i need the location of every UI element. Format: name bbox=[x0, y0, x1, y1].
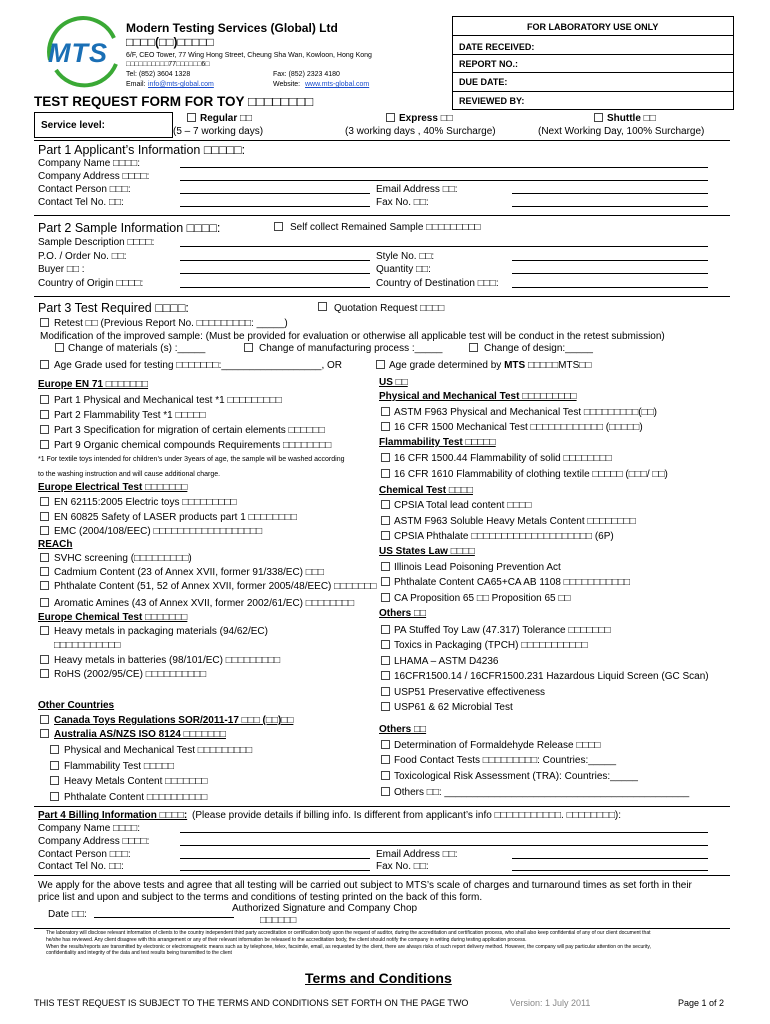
p2-style-field[interactable] bbox=[512, 260, 708, 261]
footer-page: Page 1 of 2 bbox=[678, 998, 725, 1008]
p1-fax-field[interactable] bbox=[512, 206, 708, 207]
p4-fax-field[interactable] bbox=[512, 870, 708, 871]
regular-label: Regular □□ bbox=[200, 113, 253, 124]
us-physical-heading: Physical and Mechanical Test □□□□□□□□□ bbox=[379, 391, 577, 402]
lab-use-box bbox=[452, 16, 734, 110]
prop65-label: CA Proposition 65 □□ Proposition 65 □□ bbox=[394, 593, 571, 604]
p2-country-origin-label: Country of Origin □□□□: bbox=[38, 278, 144, 289]
others-label: Others □□: ____________________________________________ bbox=[394, 787, 690, 798]
us-others-heading: Others □□ bbox=[379, 608, 427, 619]
formaldehyde-checkbox[interactable] bbox=[381, 740, 390, 749]
shuttle-desc: (Next Working Day, 100% Surcharge) bbox=[538, 126, 705, 137]
p1-fax-label: Fax No. □□: bbox=[376, 197, 429, 208]
quotation-checkbox[interactable] bbox=[318, 302, 327, 311]
company-address-cn: □□□□□□□□□□77□□□□□□6□ bbox=[126, 61, 210, 68]
modification-note: Modification of the improved sample: (Must be provided for evaluation or otherwise all applicable test will be conduct in the retest submission) bbox=[40, 331, 665, 342]
p4-contact-tel-label: Contact Tel No. □□: bbox=[38, 861, 124, 872]
p1-email-label: Email Address □□: bbox=[376, 184, 458, 195]
illinois-label: Illinois Lead Poisoning Prevention Act bbox=[394, 562, 561, 573]
cfr1500-mech-checkbox[interactable] bbox=[381, 422, 390, 431]
en60825-checkbox[interactable] bbox=[40, 512, 49, 521]
au-phthalate-label: Phthalate Content □□□□□□□□□□ bbox=[64, 792, 208, 803]
p4-email-label: Email Address □□: bbox=[376, 849, 458, 860]
p1-company-name-label: Company Name □□□□: bbox=[38, 158, 140, 169]
agreement-line2: price list and upon and subject to the terms and conditions of testing printed on the back of this form. bbox=[38, 892, 483, 903]
p4-contact-person-field[interactable] bbox=[180, 858, 370, 859]
cfr1610-label: 16 CFR 1610 Flammability of clothing textile □□□□□ (□□□/ □□) bbox=[394, 469, 668, 480]
cfr1610-checkbox[interactable] bbox=[381, 469, 390, 478]
food-contact-label: Food Contact Tests □□□□□□□□□: Countries:_____ bbox=[394, 755, 617, 766]
p1-email-field[interactable] bbox=[512, 193, 708, 194]
p2-po-field[interactable] bbox=[180, 260, 370, 261]
australia-label: Australia AS/NZS ISO 8124 □□□□□□□ bbox=[54, 729, 226, 740]
tpch-label: Toxics in Packaging (TPCH) □□□□□□□□□□□ bbox=[394, 640, 588, 651]
retest-checkbox[interactable] bbox=[40, 318, 49, 327]
lab-use-title: FOR LABORATORY USE ONLY bbox=[527, 22, 659, 32]
p4-fax-label: Fax No. □□: bbox=[376, 861, 429, 872]
company-tel: Tel: (852) 3604 1328 bbox=[126, 71, 191, 78]
emc-checkbox[interactable] bbox=[40, 526, 49, 535]
en71-part1-label: Part 1 Physical and Mechanical test *1 □□□□□□□□□ bbox=[54, 395, 282, 406]
en71-part9-label: Part 9 Organic chemical compounds Requirements □□□□□□□□ bbox=[54, 440, 332, 451]
usp61-checkbox[interactable] bbox=[381, 702, 390, 711]
au-physical-checkbox[interactable] bbox=[50, 745, 59, 754]
cfr1500-mech-label: 16 CFR 1500 Mechanical Test □□□□□□□□□□□□ (□□□□□) bbox=[394, 422, 643, 433]
p2-sample-desc-label: Sample Description □□□□: bbox=[38, 237, 155, 248]
p1-contact-person-field[interactable] bbox=[180, 193, 370, 194]
company-name-cn: □□□□(□□)□□□□□ bbox=[126, 35, 214, 49]
p2-po-label: P.O. / Order No. □□: bbox=[38, 251, 127, 262]
cadmium-checkbox[interactable] bbox=[40, 567, 49, 576]
change-materials-checkbox[interactable] bbox=[55, 343, 64, 352]
formaldehyde-label: Determination of Formaldehyde Release □□□□ bbox=[394, 740, 601, 751]
au-flammability-checkbox[interactable] bbox=[50, 761, 59, 770]
au-heavy-metals-checkbox[interactable] bbox=[50, 776, 59, 785]
change-materials-label: Change of materials (s) :_____ bbox=[68, 343, 206, 354]
agreement-line1: We apply for the above tests and agree that all testing will be carried out subject to MTS’s scale of charges and turnaround times as set forth in their bbox=[38, 880, 692, 891]
p1-company-name-field[interactable] bbox=[180, 167, 708, 168]
usp51-checkbox[interactable] bbox=[381, 687, 390, 696]
p2-style-label: Style No. □□: bbox=[376, 251, 435, 262]
p2-buyer-field[interactable] bbox=[180, 273, 370, 274]
other-countries-heading: Other Countries bbox=[38, 700, 115, 711]
logo-text: MTS bbox=[48, 38, 108, 68]
self-collect-label: Self collect Remained Sample □□□□□□□□□ bbox=[290, 222, 481, 233]
food-contact-checkbox[interactable] bbox=[381, 755, 390, 764]
p4-company-name-label: Company Name □□□□: bbox=[38, 823, 140, 834]
company-address: 6/F, CEO Tower, 77 Wing Hong Street, Cheung Sha Wan, Kowloon, Hong Kong bbox=[126, 52, 372, 59]
usp51-label: USP51 Preservative effectiveness bbox=[394, 687, 546, 698]
p1-contact-tel-label: Contact Tel No. □□: bbox=[38, 197, 124, 208]
astm-f963-metals-checkbox[interactable] bbox=[381, 516, 390, 525]
pa-stuffed-toy-label: PA Stuffed Toy Law (47.317) Tolerance □□□□□□□ bbox=[394, 625, 611, 636]
form-title: TEST REQUEST FORM FOR TOY □□□□□□□□ bbox=[34, 94, 314, 109]
p4-company-name-field[interactable] bbox=[180, 832, 708, 833]
cpsia-lead-checkbox[interactable] bbox=[381, 500, 390, 509]
shuttle-checkbox[interactable] bbox=[594, 113, 603, 122]
ca65-checkbox[interactable] bbox=[381, 577, 390, 586]
astm-f963-phys-checkbox[interactable] bbox=[381, 407, 390, 416]
express-checkbox[interactable] bbox=[386, 113, 395, 122]
p4-company-address-field[interactable] bbox=[180, 845, 708, 846]
signature-label: Authorized Signature and Company Chop bbox=[232, 903, 418, 914]
regular-checkbox[interactable] bbox=[187, 113, 196, 122]
emc-label: EMC (2004/108/EEC) □□□□□□□□□□□□□□□□□□ bbox=[54, 526, 263, 537]
footer-version: Version: 1 July 2011 bbox=[510, 998, 591, 1008]
svhc-label: SVHC screening (□□□□□□□□□) bbox=[54, 553, 192, 564]
us-states-heading: US States Law □□□□ bbox=[379, 546, 475, 557]
lhama-checkbox[interactable] bbox=[381, 656, 390, 665]
footer-notice: THIS TEST REQUEST IS SUBJECT TO THE TERMS AND CONDITIONS SET FORTH ON THE PAGE TWO bbox=[34, 998, 469, 1008]
report-no-label: REPORT NO.: bbox=[459, 59, 519, 69]
p1-company-address-label: Company Address □□□□: bbox=[38, 171, 150, 182]
p4-email-field[interactable] bbox=[512, 858, 708, 859]
terms-title: Terms and Conditions bbox=[305, 970, 452, 986]
change-process-checkbox[interactable] bbox=[244, 343, 253, 352]
part2-title: Part 2 Sample Information □□□□: bbox=[38, 221, 221, 235]
part1-title: Part 1 Applicant’s Information □□□□□: bbox=[38, 143, 246, 157]
europe-electrical-heading: Europe Electrical Test □□□□□□□ bbox=[38, 482, 188, 493]
part4-title: Part 4 Billing Information □□□□: bbox=[38, 810, 188, 821]
aromatic-amines-checkbox[interactable] bbox=[40, 598, 49, 607]
fineprint-line2: he/she has reviewed. Any client disagree with this arrangement or any of their relevant information be released to the accreditation body, the client should notify the company in writing during testing application process. bbox=[46, 937, 527, 943]
au-heavy-metals-label: Heavy Metals Content □□□□□□□ bbox=[64, 776, 208, 787]
age-grade-mts-brand: MTS bbox=[504, 360, 526, 371]
p2-country-dest-field[interactable] bbox=[512, 287, 708, 288]
service-level-label: Service level: bbox=[41, 120, 105, 131]
p1-contact-tel-field[interactable] bbox=[180, 206, 370, 207]
us-flammability-heading: Flammability Test □□□□□ bbox=[379, 437, 496, 448]
phthalate-eu-label: Phthalate Content (51, 52 of Annex XVII, former 2005/48/EEC) □□□□□□□ bbox=[54, 581, 377, 592]
due-date-label: DUE DATE: bbox=[459, 77, 508, 87]
en71-part2-checkbox[interactable] bbox=[40, 410, 49, 419]
cadmium-label: Cadmium Content (23 of Annex XVII, former 91/338/EC) □□□ bbox=[54, 567, 324, 578]
company-website-label: Website: bbox=[273, 81, 301, 88]
hazardous-liquid-label: 16CFR1500.14 / 16CFR1500.231 Hazardous Liquid Screen (GC Scan) bbox=[394, 671, 709, 682]
p4-company-address-label: Company Address □□□□: bbox=[38, 836, 150, 847]
usp61-label: USP61 & 62 Microbial Test bbox=[394, 702, 513, 713]
mts-logo bbox=[42, 14, 122, 90]
prop65-checkbox[interactable] bbox=[381, 593, 390, 602]
age-grade-mts-cn: □□□□□MTS□□ bbox=[527, 360, 592, 371]
reach-heading: REACh bbox=[38, 539, 73, 550]
pa-stuffed-toy-checkbox[interactable] bbox=[381, 625, 390, 634]
change-process-label: Change of manufacturing process :_____ bbox=[259, 343, 443, 354]
en71-part3-checkbox[interactable] bbox=[40, 425, 49, 434]
rohs-checkbox[interactable] bbox=[40, 669, 49, 678]
date-received-label: DATE RECEIVED: bbox=[459, 42, 535, 52]
rohs-label: RoHS (2002/95/CE) □□□□□□□□□□ bbox=[54, 669, 207, 680]
express-desc: (3 working days , 40% Surcharge) bbox=[345, 126, 496, 137]
en71-part9-checkbox[interactable] bbox=[40, 440, 49, 449]
change-design-label: Change of design:_____ bbox=[484, 343, 593, 354]
cpsia-phthalate-label: CPSIA Phthalate □□□□□□□□□□□□□□□□□□□□ (6P) bbox=[394, 531, 614, 542]
us-heading: US □□ bbox=[379, 377, 408, 388]
change-design-checkbox[interactable] bbox=[469, 343, 478, 352]
others2-heading: Others □□ bbox=[379, 724, 427, 735]
age-grade-mts-checkbox[interactable] bbox=[376, 360, 385, 369]
heavy-metals-packaging-label: Heavy metals in packaging materials (94/62/EC) bbox=[54, 626, 268, 637]
svhc-checkbox[interactable] bbox=[40, 553, 49, 562]
heavy-metals-packaging-checkbox[interactable] bbox=[40, 626, 49, 635]
en71-part3-label: Part 3 Specification for migration of certain elements □□□□□□ bbox=[54, 425, 325, 436]
p2-buyer-label: Buyer □□ : bbox=[38, 264, 85, 275]
ca65-label: Phthalate Content CA65+CA AB 1108 □□□□□□□□□□□ bbox=[394, 577, 631, 588]
fineprint-line4: confidentiality and integrity of the data and test results being transmitted to the client bbox=[46, 950, 232, 956]
date-field[interactable] bbox=[94, 917, 234, 918]
part4-note: (Please provide details if billing info. Is different from applicant’s info □□□□□□□□□□□. □□□□□□□□): bbox=[192, 810, 621, 821]
fineprint-line3: When the results/reports are transmitted by electronic or electromagnetic means such as by telephone, telex, facsimile, email, as requested by the client, there are always risks of such report delivery method. However, the company will pay particular attention on the security, bbox=[46, 944, 651, 950]
au-physical-label: Physical and Mechanical Test □□□□□□□□□ bbox=[64, 745, 253, 756]
cpsia-phthalate-checkbox[interactable] bbox=[381, 531, 390, 540]
date-label: Date □□: bbox=[48, 909, 87, 920]
lhama-label: LHAMA – ASTM D4236 bbox=[394, 656, 499, 667]
company-email-link[interactable]: info@mts-global.com bbox=[148, 81, 214, 88]
cfr1500-44-label: 16 CFR 1500.44 Flammability of solid □□□□□□□□ bbox=[394, 453, 612, 464]
heavy-metals-batteries-label: Heavy metals in batteries (98/101/EC) □□□□□□□□□ bbox=[54, 655, 281, 666]
p2-country-origin-field[interactable] bbox=[180, 287, 370, 288]
self-collect-checkbox[interactable] bbox=[274, 222, 283, 231]
reviewed-by-label: REVIEWED BY: bbox=[459, 96, 525, 106]
company-name: Modern Testing Services (Global) Ltd bbox=[126, 21, 338, 35]
tpch-checkbox[interactable] bbox=[381, 640, 390, 649]
canada-checkbox[interactable] bbox=[40, 715, 49, 724]
tra-checkbox[interactable] bbox=[381, 771, 390, 780]
heavy-metals-packaging-cn: □□□□□□□□□□□ bbox=[54, 640, 121, 651]
others-checkbox[interactable] bbox=[381, 787, 390, 796]
p2-quantity-field[interactable] bbox=[512, 273, 708, 274]
europe-chemical-heading: Europe Chemical Test □□□□□□□ bbox=[38, 612, 188, 623]
illinois-checkbox[interactable] bbox=[381, 562, 390, 571]
part3-title: Part 3 Test Required □□□□: bbox=[38, 301, 189, 315]
en71-footnote-2: to the washing instruction and will cause additional charge. bbox=[38, 471, 221, 478]
signature-label-cn: □□□□□□ bbox=[260, 915, 297, 926]
retest-label: Retest □□ (Previous Report No. □□□□□□□□□: _____) bbox=[54, 318, 288, 329]
en62115-label: EN 62115:2005 Electric toys □□□□□□□□□ bbox=[54, 497, 237, 508]
aromatic-amines-label: Aromatic Amines (43 of Annex XVII, former 2002/61/EC) □□□□□□□□ bbox=[54, 598, 355, 609]
tra-label: Toxicological Risk Assessment (TRA): Countries:_____ bbox=[394, 771, 638, 782]
hazardous-liquid-checkbox[interactable] bbox=[381, 671, 390, 680]
au-phthalate-checkbox[interactable] bbox=[50, 792, 59, 801]
p2-sample-desc-field[interactable] bbox=[180, 246, 708, 247]
us-chemical-heading: Chemical Test □□□□ bbox=[379, 485, 473, 496]
p2-quantity-label: Quantity □□: bbox=[376, 264, 431, 275]
company-website-link[interactable]: www.mts-global.com bbox=[305, 81, 370, 88]
astm-f963-metals-label: ASTM F963 Soluble Heavy Metals Content □□□□□□□□ bbox=[394, 516, 636, 527]
p4-contact-tel-field[interactable] bbox=[180, 870, 370, 871]
p1-company-address-field[interactable] bbox=[180, 180, 708, 181]
p2-country-dest-label: Country of Destination □□□: bbox=[376, 278, 499, 289]
express-label: Express □□ bbox=[399, 113, 453, 124]
heavy-metals-batteries-checkbox[interactable] bbox=[40, 655, 49, 664]
age-grade-used-label: Age Grade used for testing □□□□□□□:__________________, OR bbox=[54, 360, 343, 371]
quotation-label: Quotation Request □□□□ bbox=[334, 303, 445, 314]
cfr1500-44-checkbox[interactable] bbox=[381, 453, 390, 462]
fineprint-line1: The laboratory will disclose relevant information of clients to the country independent third party accreditation or certification body upon the request of auditor, during the accreditation and certification process, who shall also keep confidential of any of our client document that bbox=[46, 930, 651, 936]
age-grade-used-checkbox[interactable] bbox=[40, 360, 49, 369]
au-flammability-label: Flammability Test □□□□□ bbox=[64, 761, 175, 772]
p1-contact-person-label: Contact Person □□□: bbox=[38, 184, 131, 195]
en62115-checkbox[interactable] bbox=[40, 497, 49, 506]
en60825-label: EN 60825 Safety of LASER products part 1 □□□□□□□□ bbox=[54, 512, 297, 523]
phthalate-eu-checkbox[interactable] bbox=[40, 581, 49, 590]
company-fax: Fax: (852) 2323 4180 bbox=[273, 71, 340, 78]
en71-footnote-1: *1 For textile toys intended for children’s under 3years of age, the sample will be washed according bbox=[38, 456, 345, 463]
canada-label: Canada Toys Regulations SOR/2011-17 □□□ (□□)□□ bbox=[54, 715, 294, 726]
europe-en71-heading: Europe EN 71 □□□□□□□ bbox=[38, 379, 149, 390]
age-grade-mts-label bbox=[389, 360, 591, 371]
age-grade-mts-text: Age grade determined by bbox=[389, 360, 502, 371]
company-email-label: Email: bbox=[126, 81, 146, 88]
regular-desc: (5 – 7 working days) bbox=[173, 126, 264, 137]
en71-part1-checkbox[interactable] bbox=[40, 395, 49, 404]
en71-part2-label: Part 2 Flammability Test *1 □□□□□ bbox=[54, 410, 206, 421]
cpsia-lead-label: CPSIA Total lead content □□□□ bbox=[394, 500, 532, 511]
australia-checkbox[interactable] bbox=[40, 729, 49, 738]
astm-f963-phys-label: ASTM F963 Physical and Mechanical Test □□□□□□□□□(□□) bbox=[394, 407, 658, 418]
shuttle-label: Shuttle □□ bbox=[607, 113, 656, 124]
p4-contact-person-label: Contact Person □□□: bbox=[38, 849, 131, 860]
